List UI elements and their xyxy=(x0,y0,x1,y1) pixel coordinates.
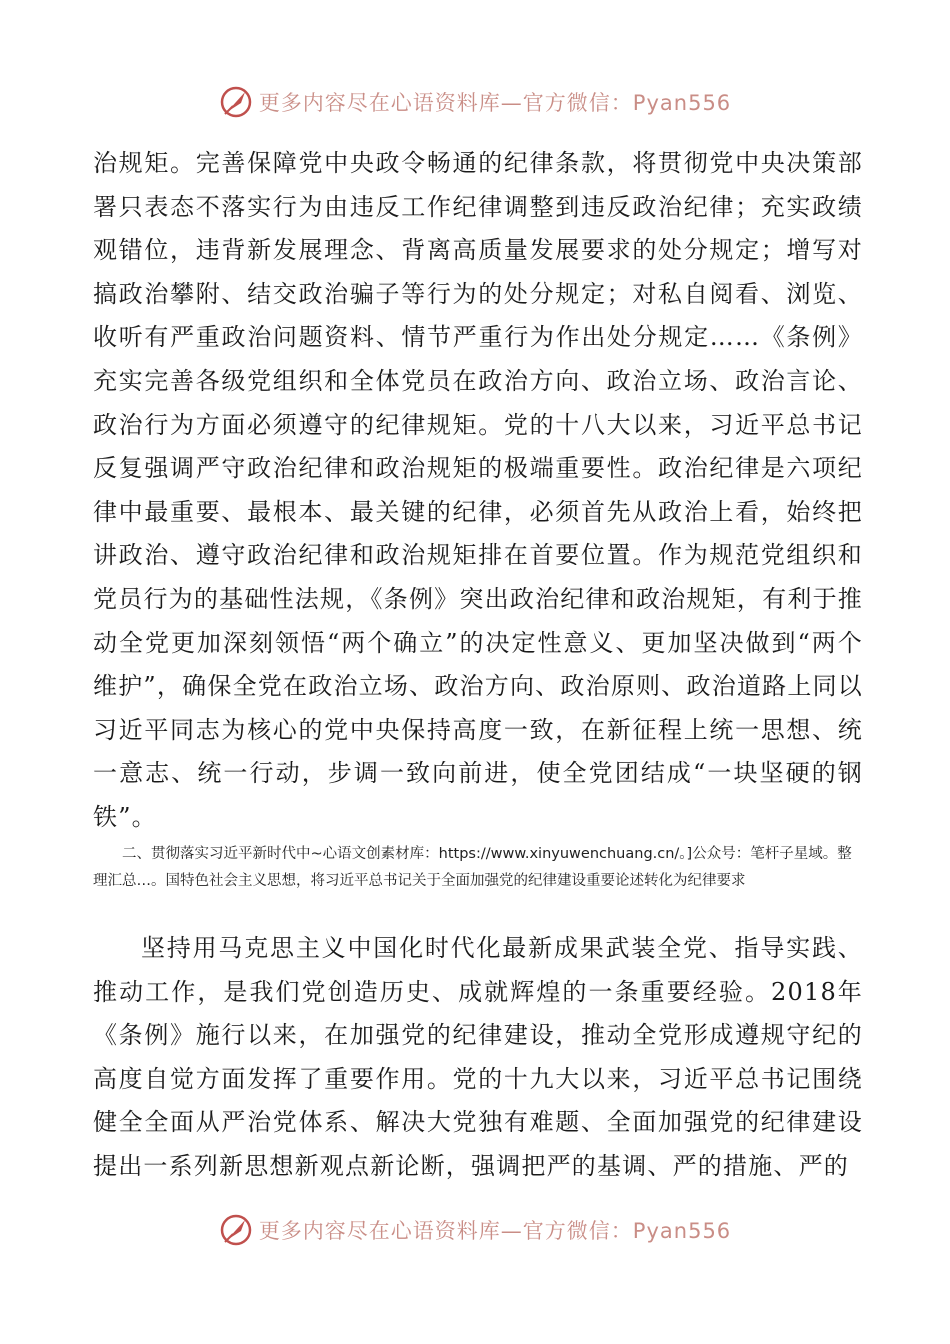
header-banner-text: 更多内容尽在心语资料库—官方微信：Pyan556 xyxy=(258,91,732,115)
body-paragraph-2: 坚持用马克思主义中国化时代化最新成果武装全党、指导实践、推动工作，是我们党创造历史、成就辉煌的一条重要经验。2018年《条例》施行以来，在加强党的纪律建设，推动全党形成遵规守纪的高度自觉方面发挥了重要作用。党的十九大以来，习近平总书记围绕健全全面从严治党体系、解决大党独有难题、全面加强党的纪律建设提出一系列新思想新观点新论断，强调把严的基调、严的措施、严的 xyxy=(93,934,863,1180)
footer-banner xyxy=(0,1210,950,1250)
body-paragraph-1: 治规矩。完善保障党中央政令畅通的纪律条款，将贯彻党中央决策部署只表态不落实行为由违反工作纪律调整到违反政治纪律；充实政绩观错位，违背新发展理念、背离高质量发展要求的处分规定；增写对搞政治攀附、结交政治骗子等行为的处分规定；对私自阅看、浏览、收听有严重政治问题资料、情节严重行为作出处分规定……《条例》充实完善各级党组织和全体党员在政治方向、政治立场、政治言论、政治行为方面必须遵守的纪律规矩。党的十八大以来，习近平总书记反复强调严守政治纪律和政治规矩的极端重要性。政治纪律是六项纪律中最重要、最根本、最关键的纪律，必须首先从政治上看，始终把讲政治、遵守政治纪律和政治规矩排在首要位置。作为规范党组织和党员行为的基础性法规，《条例》突出政治纪律和政治规矩，有利于推动全党更加深刻领悟“两个确立”的决定性意义、更加坚决做到“两个维护”，确保全党在政治立场、政治方向、政治原则、政治道路上同以习近平同志为核心的党中央保持高度一致，在新征程上统一思想、统一意志、统一行动，步调一致向前进，使全党团结成“一块坚硬的钢铁”。 xyxy=(93,149,863,831)
section-heading: 二、贯彻落实习近平新时代中~心语文创素材库：https://www.xinyuwenchuang.cn/。]公众号：笔杆子星域。整理汇总…。国特色社会主义思想，将习近平总书记关于全面加强党的纪律建设重要论述转化为纪律要求 xyxy=(93,846,852,889)
quill-logo-icon xyxy=(219,1213,253,1247)
body-block-2 xyxy=(93,927,863,1189)
footer-banner-text: 更多内容尽在心语资料库—官方微信：Pyan556 xyxy=(258,1219,732,1243)
quill-logo-icon xyxy=(219,85,253,119)
body-block-1 xyxy=(93,142,863,840)
header-banner xyxy=(0,82,950,122)
